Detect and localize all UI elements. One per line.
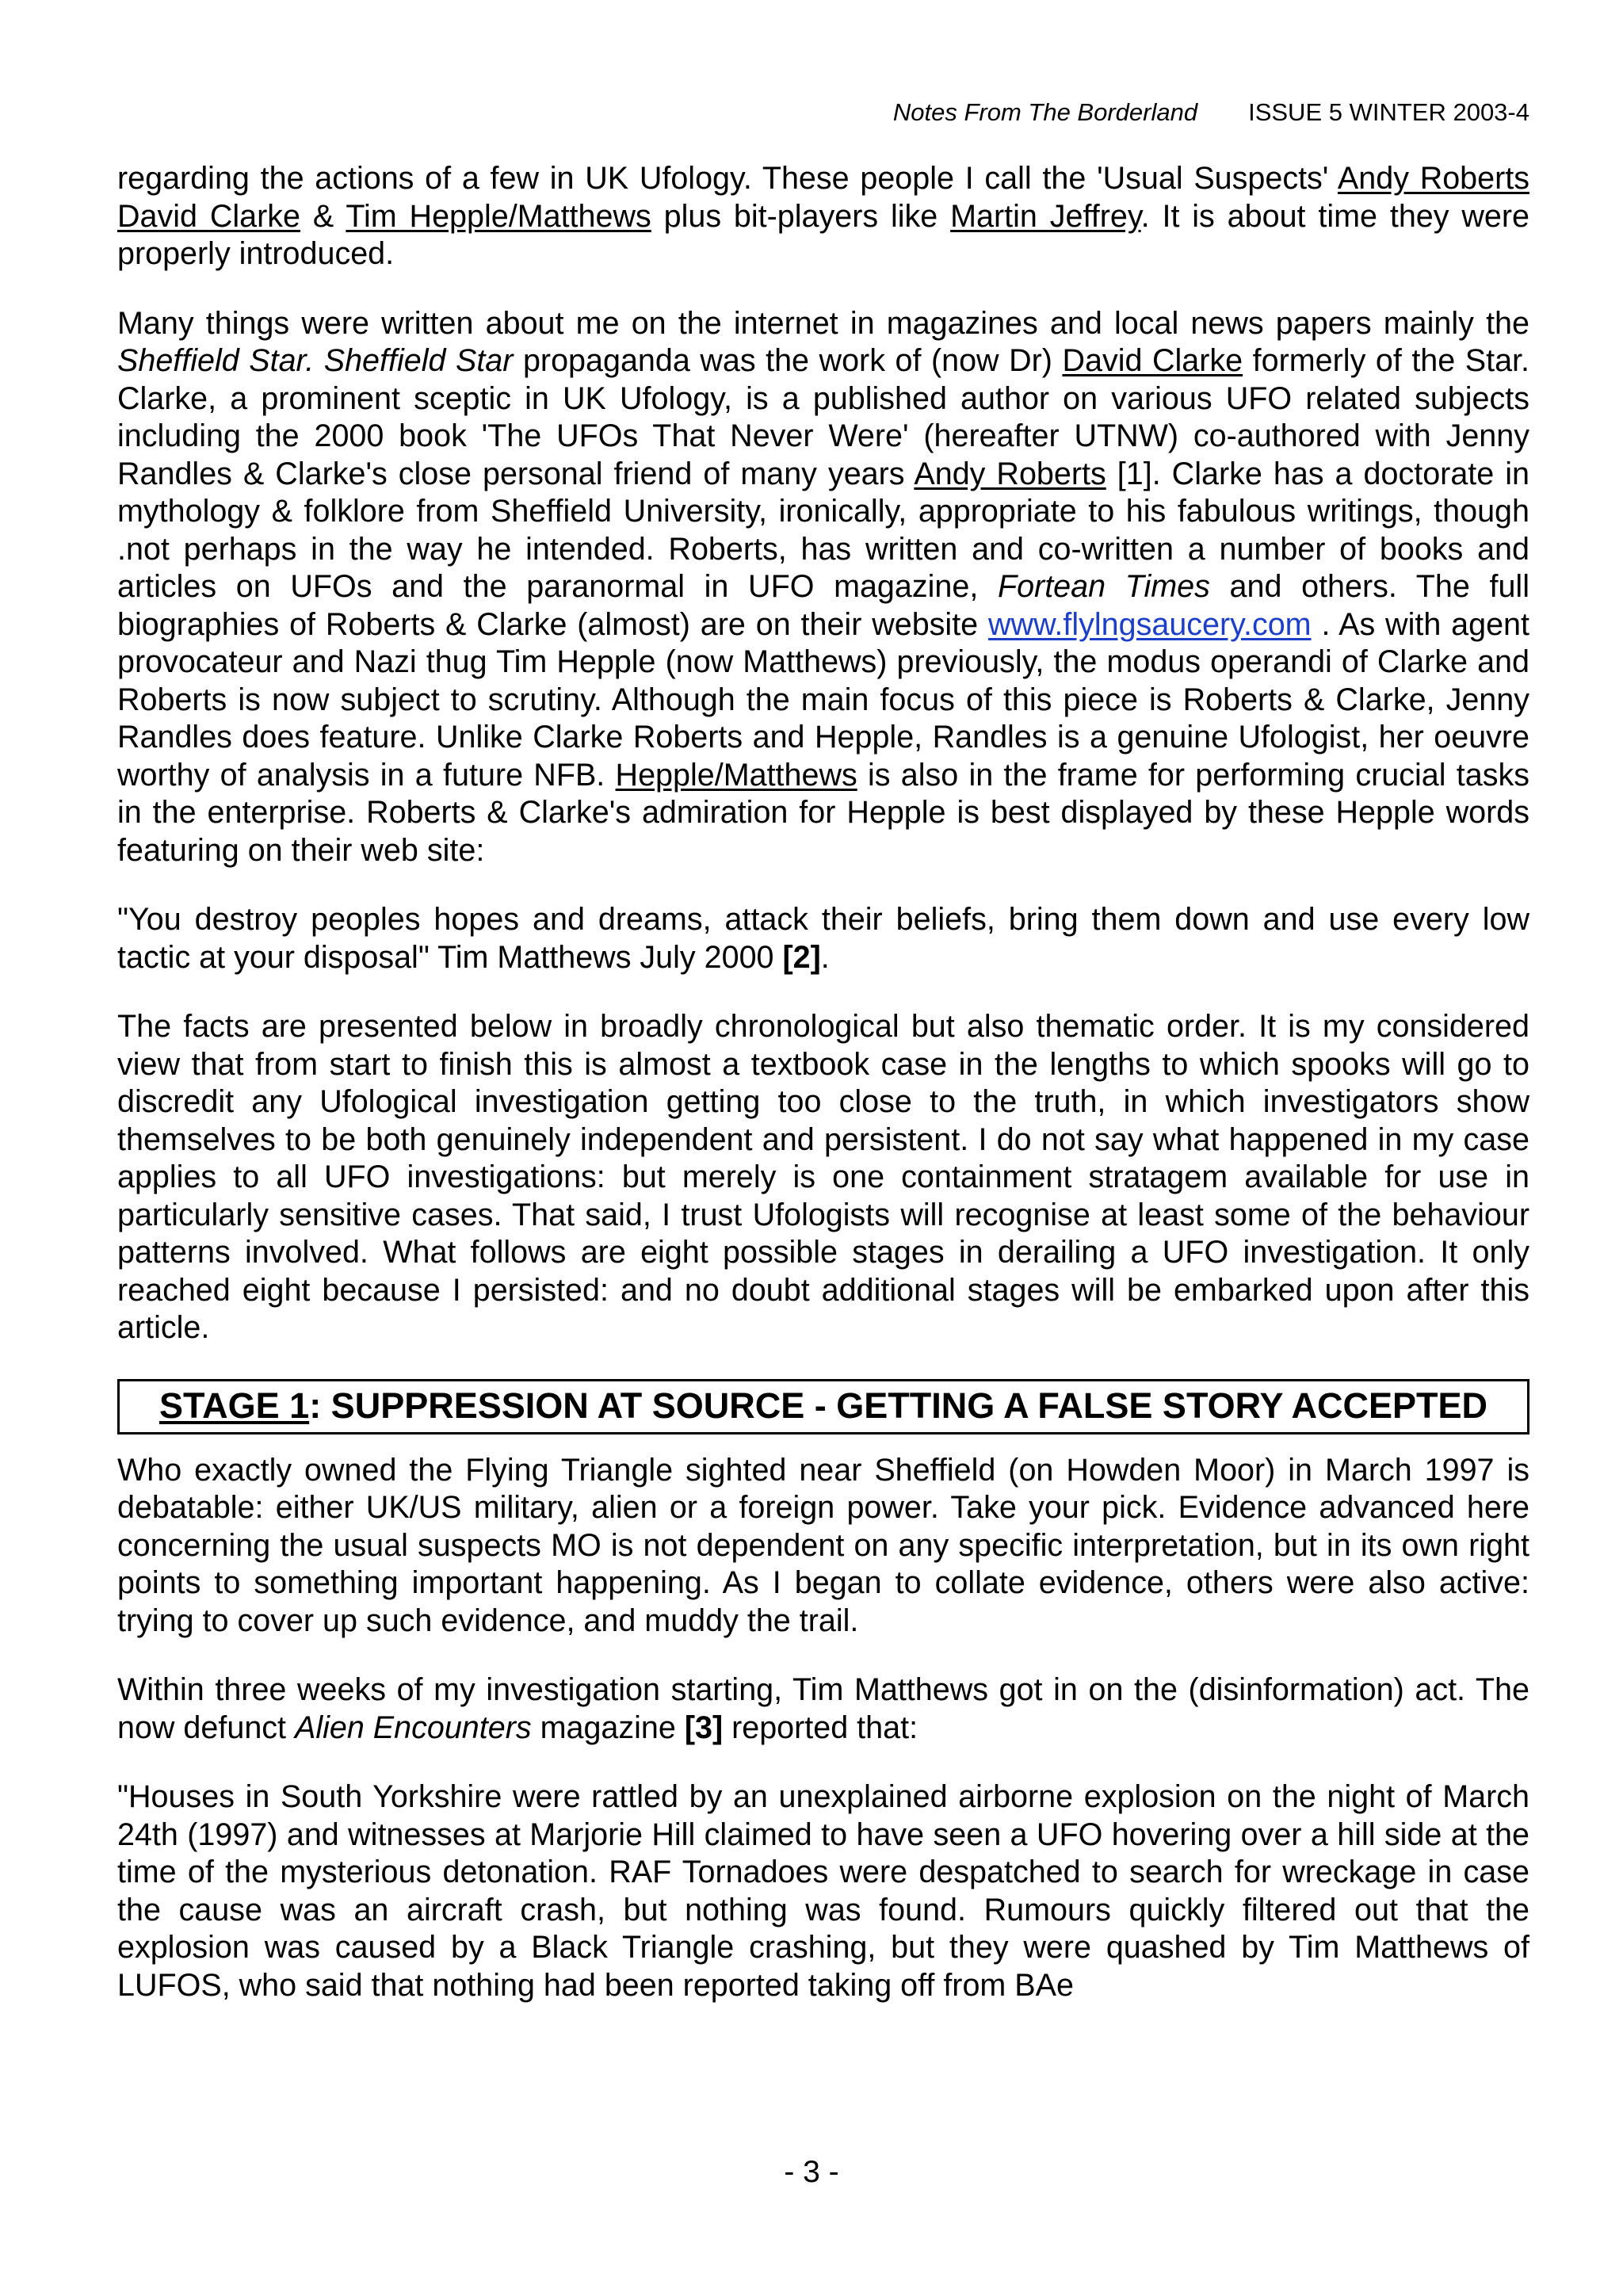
text: The facts are presented below in broadly chronological but also thematic order. It is my considered view that from start to finish this is almost a textbook case in the lengths to which spooks will go to discredit any Ufological investigation getting too close to the truth, in which investigators show themselves to be both genuinely independent and persistent. I do not say what happened in my case applies to all UFO investigations: but merely is one containment stratagem available for use in particularly sensitive cases. That said, I trust Ufologists will recognise at least some of the behaviour patterns involved. What follows are eight possible stages in derailing a UFO investigation. It only reached eight because I persisted: and no doubt additional stages will be embarked upon after this article. [117, 1009, 1529, 1345]
paragraph-4 [117, 1008, 1529, 1347]
stage-heading-box [117, 1379, 1529, 1435]
website-link[interactable]: www.flylngsaucery.com [988, 606, 1312, 642]
text: formerly of the Star. Clarke, a prominent sceptic in UK Ufology, is a published author on various UFO related subjects including the 2000 book 'The UFOs That Never Were' (hereafter UTNW) co-authored with Jenny Randles & Clarke's close personal friend of many years [117, 343, 1529, 491]
text: Within three weeks of my investigation starting, Tim Matthews got in on the (disinformation) act. The now defunct [117, 1672, 1529, 1745]
name-tim-hepple-matthews: Tim Hepple/Matthews [346, 198, 651, 234]
name-hepple-matthews: Hepple/Matthews [615, 757, 857, 793]
running-header [117, 97, 1529, 128]
text: plus bit-players like [651, 198, 951, 234]
text: reported that: [723, 1710, 918, 1745]
paragraph-1 [117, 160, 1529, 273]
name-martin-jeffrey: Martin Jeffrey [950, 198, 1141, 234]
text: & [300, 198, 346, 234]
text: Many things were written about me on the internet in magazines and local news papers mainly the [117, 305, 1529, 341]
stage-label: STAGE 1 [158, 1385, 310, 1426]
text: propaganda was the work of (now Dr) [513, 343, 1063, 378]
italic-fortean-times: Fortean Times [997, 569, 1210, 604]
text: "You destroy peoples hopes and dreams, attack their beliefs, bring them down and use every low tactic at your disposal" Tim Matthews July 2000 [117, 902, 1529, 975]
name-andy-roberts-david-clarke: Andy Roberts David Clarke [117, 161, 1529, 234]
issue-label: ISSUE 5 WINTER 2003-4 [1248, 98, 1529, 126]
reference-3: [3] [684, 1710, 724, 1745]
text: . As with agent provocateur and Nazi thug Tim Hepple (now Matthews) previously, the modus operandi of Clarke and Roberts is now subject to scrutiny. Although the main focus of this piece is Roberts & Clarke, Jenny Randles does feature. Unlike Clarke Roberts and Hepple, Randles is a genuine Ufologist, her oeuvre worthy of analysis in a future NFB. [117, 606, 1529, 793]
text: and others. The full biographies of Roberts & Clarke (almost) are on their website [117, 569, 1529, 642]
paragraph-6 [117, 1671, 1529, 1747]
text: "Houses in South Yorkshire were rattled by an unexplained airborne explosion on the night of March 24th (1997) and witnesses at Marjorie Hill claimed to have seen a UFO hovering over a hill side at the time of the mysterious detonation. RAF Tornadoes were despatched to search for wreckage in case the cause was an aircraft crash, but nothing was found. Rumours quickly filtered out that the explosion was caused by a Black Triangle crashing, but they were quashed by Tim Matthews of LUFOS, who said that nothing had been reported taking off from BAe [117, 1779, 1529, 2003]
paragraph-5 [117, 1452, 1529, 1641]
reference-2: [2] [782, 939, 821, 975]
page-number: - 3 - [784, 2155, 839, 2189]
name-david-clarke: David Clarke [1062, 343, 1243, 378]
publication-title: Notes From The Borderland [892, 98, 1198, 126]
paragraph-3-quote [117, 901, 1529, 976]
paragraph-7-quote [117, 1778, 1529, 2004]
name-andy-roberts: Andy Roberts [914, 456, 1106, 491]
paragraph-2 [117, 305, 1529, 870]
text: [1]. Clarke has a doctorate in mythology & folklore from Sheffield University, ironically, appropriate to his fabulous writings, though .not perhaps in the way he intended. Roberts, has written and co-written a number of books and articles on UFOs and the paranormal in UFO magazine, [117, 456, 1529, 604]
text: regarding the actions of a few in UK Ufology. These people I call the 'Usual Suspects' [117, 161, 1338, 196]
stage-title: : SUPPRESSION AT SOURCE - GETTING A FALSE STORY ACCEPTED [309, 1385, 1488, 1426]
text: . It is about time they were properly introduced. [117, 198, 1529, 271]
text: is also in the frame for performing crucial tasks in the enterprise. Roberts & Clarke's admiration for Hepple is best displayed by these Hepple words featuring on their web site: [117, 757, 1529, 868]
italic-sheffield-star: Sheffield Star. Sheffield Star [117, 343, 514, 378]
text: magazine [531, 1710, 685, 1745]
text: . [820, 939, 830, 975]
italic-alien-encounters: Alien Encounters [294, 1710, 532, 1745]
text: Who exactly owned the Flying Triangle sighted near Sheffield (on Howden Moor) in March 1997 is debatable: either UK/US military, alien or a foreign power. Take your pick. Evidence advanced here concerning the usual suspects MO is not dependent on any specific interpretation, but in its own right points to something important happening. As I began to collate evidence, others were also active: trying to cover up such evidence, and muddy the trail. [117, 1452, 1529, 1638]
article-body [117, 160, 1529, 2036]
